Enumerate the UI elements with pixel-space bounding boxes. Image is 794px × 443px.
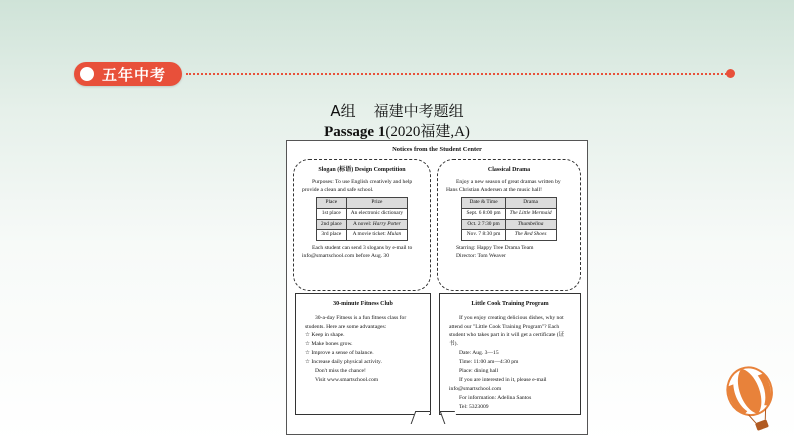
- prize-place: 1st place: [316, 208, 346, 219]
- page-title: [0, 100, 794, 121]
- drama-title: The Red Shoes: [505, 230, 556, 241]
- group-name: 福建中考题组: [373, 102, 464, 120]
- table-row: [316, 230, 407, 241]
- prize-text: A novel:: [353, 220, 373, 227]
- divider-end-dot: [726, 69, 735, 78]
- prize-col-prize: Prize: [346, 197, 407, 208]
- notice-page-title: Notices from the Student Center: [392, 146, 482, 153]
- drama-starring: Starring: Happy Tree Drama Team: [456, 245, 534, 252]
- star-icon: ☆: [305, 341, 311, 348]
- drama-date: Nov. 7 8:30 pm: [462, 230, 505, 241]
- fitness-visit: Visit www.smartschool.com: [315, 377, 379, 384]
- list-item: [305, 349, 421, 358]
- passage-source: (2020福建,A): [385, 124, 470, 140]
- passage-label: Passage 1: [324, 124, 386, 140]
- notice-page: [286, 140, 588, 435]
- list-item: [305, 331, 421, 340]
- prize-title: Harry Potter: [372, 220, 401, 227]
- fitness-item: Improve a sense of balance.: [311, 350, 374, 357]
- cook-time: Time: 11:00 am—4:30 pm: [459, 359, 519, 366]
- table-row: [462, 208, 556, 219]
- prize-text: An electronic dictionary: [350, 209, 404, 216]
- list-item: [305, 340, 421, 349]
- list-item: [305, 358, 421, 367]
- prize-cell: [346, 230, 407, 241]
- table-row: [316, 208, 407, 219]
- prize-text: A movie ticket:: [352, 231, 388, 238]
- fitness-heading: 30-minute Fitness Club: [333, 301, 393, 307]
- prize-title: Mulan: [387, 231, 402, 238]
- passage-subtitle: [0, 120, 794, 141]
- drama-card: [437, 159, 581, 291]
- fitness-item: Make bones grow.: [311, 341, 353, 348]
- cook-card: [439, 293, 581, 415]
- table-row: [462, 230, 556, 241]
- cook-place: Place: dining hall: [459, 368, 499, 375]
- fitness-card: [295, 293, 431, 415]
- drama-title: Thumbelina: [505, 219, 556, 230]
- drama-director: Director: Tom Weaver: [456, 253, 506, 260]
- table-row: [316, 219, 407, 230]
- fitness-closing: Don't miss the chance!: [315, 368, 366, 375]
- drama-col-date: Date & Time: [462, 197, 505, 208]
- badge-label: 五年中考: [102, 65, 167, 84]
- slogan-footer: Each student can send 3 slogans by e-mail to info@smartschool.com before Aug. 30: [302, 245, 413, 260]
- drama-intro: Enjoy a new season of great dramas written by Hans Christian Andersen at the music hall!: [446, 178, 561, 193]
- cook-info: For information: Adelina Santos: [459, 395, 532, 402]
- star-icon: ☆: [305, 332, 311, 339]
- prize-table: [316, 197, 408, 241]
- fitness-item: Increase daily physical activity.: [311, 359, 382, 366]
- badge-circle-icon: [78, 65, 96, 83]
- drama-heading: Classical Drama: [487, 167, 531, 173]
- prize-cell: [346, 208, 407, 219]
- group-label: A组: [330, 102, 356, 120]
- star-icon: ☆: [305, 350, 311, 357]
- drama-date: Sept. 6 8:00 pm: [462, 208, 505, 219]
- star-icon: ☆: [305, 359, 311, 366]
- drama-date: Oct. 2 7:30 pm: [462, 219, 505, 230]
- prize-place: 3rd place: [316, 230, 346, 241]
- prize-cell: [346, 219, 407, 230]
- table-row: [462, 219, 556, 230]
- prize-col-place: Place: [316, 197, 346, 208]
- cook-heading: Little Cook Training Program: [471, 301, 549, 307]
- drama-table: [461, 197, 556, 241]
- hot-air-balloon-icon: [718, 365, 784, 442]
- cook-tel: Tel: 5323009: [459, 403, 489, 410]
- section-badge: [74, 62, 182, 86]
- slogan-intro: Purposes: To use English creatively and help provide a clean and safe school.: [302, 178, 413, 193]
- cook-interest: If you are interested in it, please e-mail info@smartschool.com: [449, 377, 547, 393]
- dotted-divider: [186, 73, 730, 75]
- drama-title: The Little Mermaid: [505, 208, 556, 219]
- page-curl-left: [411, 411, 431, 424]
- fitness-intro: 30-a-day Fitness is a fun fitness class for students. Here are some advantages:: [305, 314, 407, 330]
- fitness-item: Keep in shape.: [311, 332, 345, 339]
- drama-col-drama: Drama: [505, 197, 556, 208]
- slogan-heading: Slogan (标语) Design Competition: [318, 167, 406, 173]
- cook-date: Date: Aug. 3—15: [459, 350, 499, 357]
- prize-place: 2nd place: [316, 219, 346, 230]
- slogan-card: [293, 159, 431, 291]
- cook-intro: If you enjoy creating delicious dishes, why not attend our "Little Cook Training Program"? Each student who takes part in it will get a certificate (证书).: [449, 314, 565, 348]
